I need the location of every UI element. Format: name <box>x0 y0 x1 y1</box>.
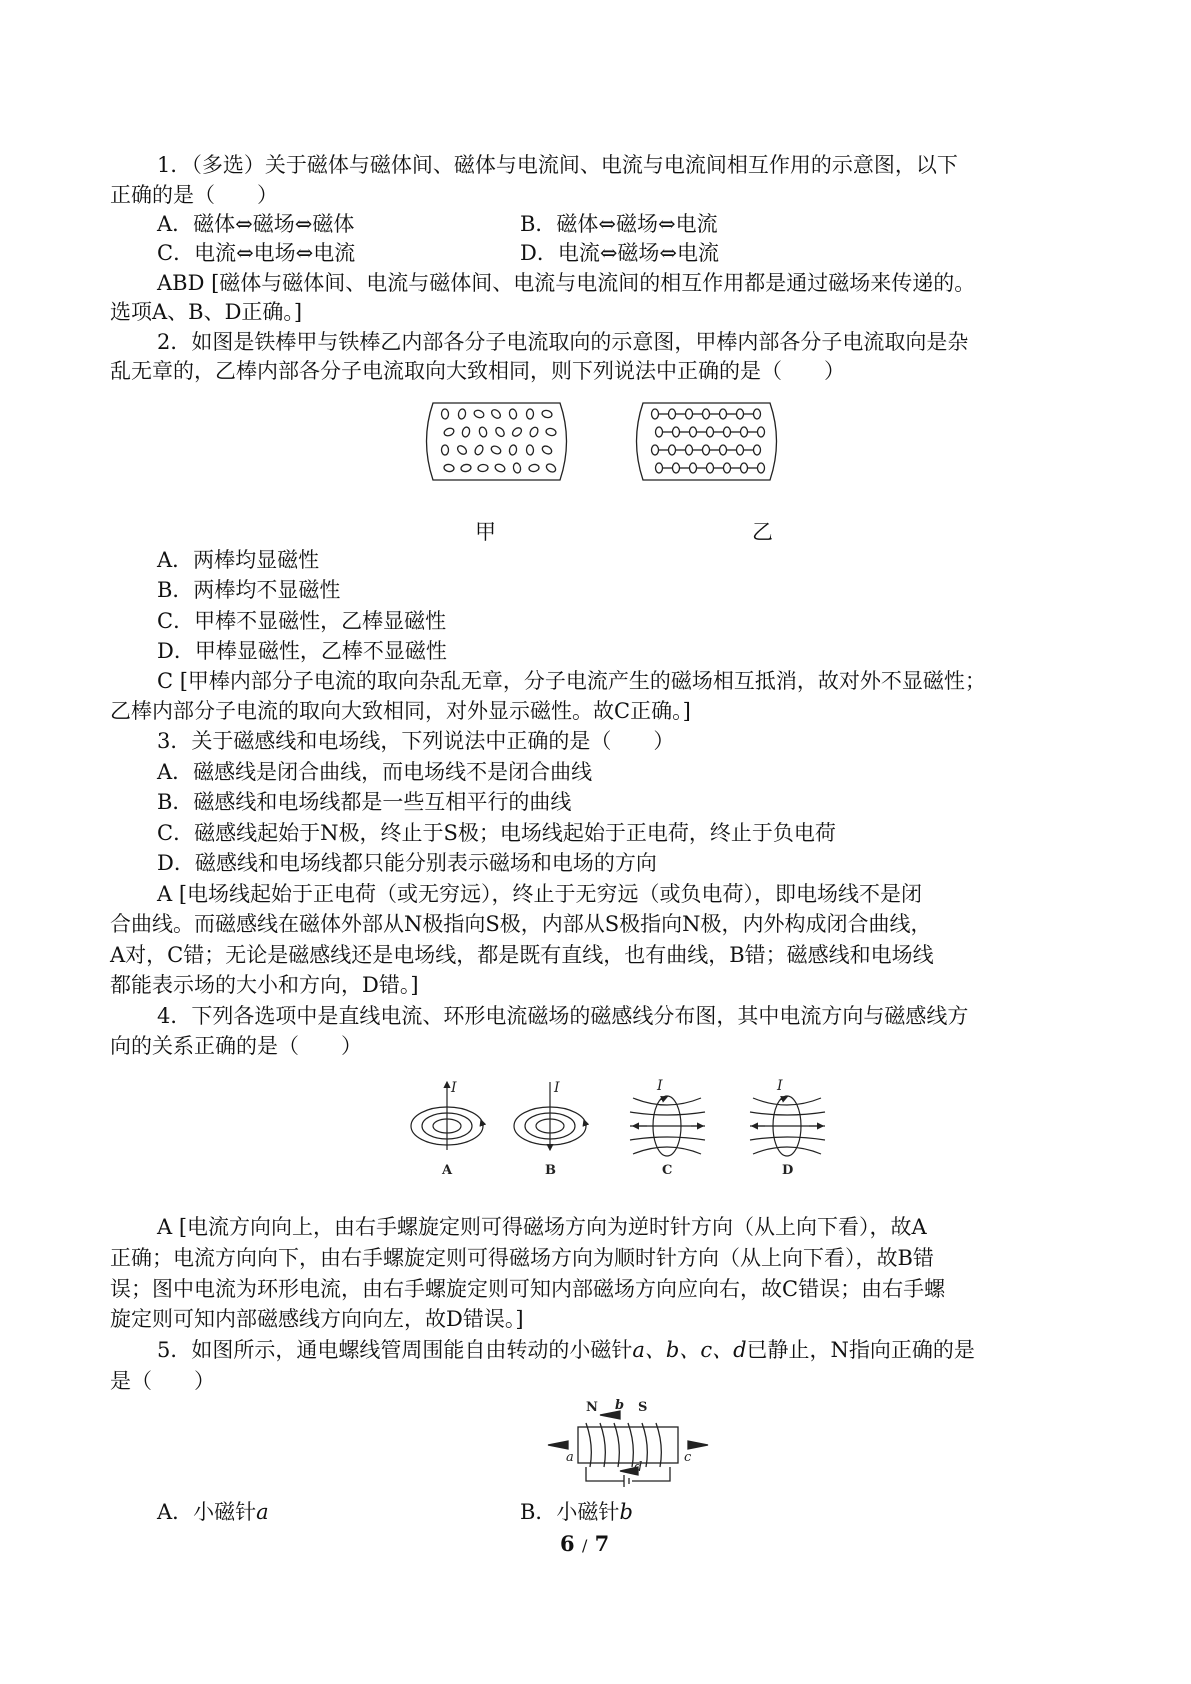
q2-option-d: D．甲棒显磁性，乙棒不显磁性 <box>157 639 447 663</box>
current-loop <box>652 445 659 455</box>
aligned-current-loops <box>652 409 765 473</box>
current-loop <box>737 409 744 419</box>
current-loop <box>703 409 710 419</box>
q5-option-b-text: B．小磁针 <box>520 1500 620 1524</box>
current-loop <box>686 409 693 419</box>
field-lines-figure <box>405 1068 835 1178</box>
q5-option-a-var: a <box>256 1500 269 1524</box>
q1-stem-line2: 正确的是（ ） <box>110 183 278 207</box>
current-loop <box>741 427 748 437</box>
current-loop <box>509 444 518 455</box>
label-c: c <box>684 1450 692 1465</box>
q1-option-b: B．磁体⇔磁场⇔电流 <box>520 212 718 236</box>
current-loop <box>758 427 765 437</box>
label-n: N <box>586 1400 598 1415</box>
q2-answer-line1: C [甲棒内部分子电流的取向杂乱无章，分子电流产生的磁场相互抵消，故对外不显磁性； <box>157 669 986 693</box>
q1-option-d: D．电流⇔磁场⇔电流 <box>520 241 720 265</box>
current-loop <box>456 444 468 456</box>
current-loop <box>458 408 467 419</box>
current-loop <box>478 426 488 438</box>
current-loop <box>707 463 714 473</box>
current-loop <box>461 426 470 438</box>
q3-option-a: A．磁感线是闭合曲线，而电场线不是闭合曲线 <box>157 760 593 784</box>
q5-option-b <box>520 1497 633 1527</box>
current-loop <box>545 427 556 436</box>
q5-stem-line1 <box>157 1335 975 1365</box>
q5-stem-line2: 是（ ） <box>110 1369 215 1393</box>
q5-option-a <box>157 1497 269 1527</box>
iron-bar-yi <box>637 403 777 480</box>
current-loop <box>490 445 502 456</box>
q2-option-c: C．甲棒不显磁性，乙棒显磁性 <box>157 609 447 633</box>
q3-answer-line2: 合曲线。而磁感线在磁体外部从N极指向S极，内部从S极指向N极，内外构成闭合曲线， <box>110 912 932 936</box>
compass-needle-c <box>688 1441 708 1449</box>
diagram-c <box>630 1078 705 1178</box>
current-loop <box>758 463 765 473</box>
q1-option-a: A．磁体⇔磁场⇔磁体 <box>157 212 355 236</box>
current-label-a: I <box>451 1080 457 1096</box>
current-loop <box>441 445 448 455</box>
current-loop <box>443 427 455 437</box>
q1-option-c: C．电流⇔电场⇔电流 <box>157 241 356 265</box>
current-loop <box>526 445 534 455</box>
current-label-d: I <box>777 1078 783 1094</box>
solenoid-core <box>578 1427 678 1463</box>
q3-answer-line1: A [电场线起始于正电荷（或无穷远），终止于无穷远（或负电荷），即电场线不是闭 <box>157 882 923 906</box>
current-label-c: I <box>657 1078 663 1094</box>
q3-option-c: C．磁感线起始于N极，终止于S极；电场线起始于正电荷，终止于负电荷 <box>157 821 836 845</box>
label-b: b <box>615 1398 625 1413</box>
q3-stem: 3．关于磁感线和电场线，下列说法中正确的是（ ） <box>157 729 675 753</box>
current-loop <box>673 427 680 437</box>
current-loop <box>690 463 697 473</box>
q4-stem-line1: 4．下列各选项中是直线电流、环形电流磁场的磁感线分布图，其中电流方向与磁感线方 <box>157 1004 969 1028</box>
iron-bar-jia <box>427 403 567 480</box>
current-loop <box>707 427 714 437</box>
diagram-b <box>514 1080 586 1178</box>
current-loop <box>673 463 680 473</box>
q1-answer-line2: 选项A、B、D正确。] <box>110 300 303 324</box>
diagram-label-a: A <box>442 1163 453 1178</box>
current-loop <box>513 462 522 473</box>
current-loop <box>494 426 506 438</box>
current-loop <box>690 427 697 437</box>
q4-stem-line2: 向的关系正确的是（ ） <box>110 1034 362 1058</box>
q4-answer-line3: 误；图中电流为环形电流，由右手螺旋定则可知内部磁场方向应向右，故C错误；由右手螺 <box>110 1277 946 1301</box>
current-loop <box>509 408 518 419</box>
page-separator: / <box>581 1536 588 1555</box>
current-loop <box>444 464 455 472</box>
current-loop <box>511 426 523 438</box>
q4-answer-line1: A [电流方向向上，由右手螺旋定则可得磁场方向为逆时针方向（从上向下看），故A <box>157 1215 927 1239</box>
current-loop <box>529 464 540 472</box>
current-loop <box>473 409 485 419</box>
current-loop <box>737 445 744 455</box>
current-loop <box>754 409 761 419</box>
current-loop <box>460 464 471 473</box>
q5-option-b-var: b <box>619 1500 633 1524</box>
page-total: 7 <box>594 1531 610 1556</box>
label-a: a <box>566 1450 574 1465</box>
q3-answer-line4: 都能表示场的大小和方向，D错。] <box>110 973 419 997</box>
current-loop <box>724 463 731 473</box>
q2-stem-line1: 2．如图是铁棒甲与铁棒乙内部各分子电流取向的示意图，甲棒内部各分子电流取向是杂 <box>157 330 969 354</box>
diagram-label-c: C <box>662 1163 673 1178</box>
current-loop <box>473 444 484 456</box>
current-loop <box>669 409 676 419</box>
q4-answer-line4: 旋定则可知内部磁感线方向向左，故D错误。] <box>110 1307 524 1331</box>
diagram-label-d: D <box>782 1163 794 1178</box>
q2-option-b: B．两棒均不显磁性 <box>157 578 341 602</box>
current-loop <box>541 409 552 418</box>
fig-label-yi: 乙 <box>752 520 773 544</box>
page-current: 6 <box>560 1531 575 1556</box>
diagram-label-b: B <box>545 1163 556 1178</box>
q1-answer-line1: ABD [磁体与磁体间、电流与磁体间、电流与电流间的相互作用都是通过磁场来传递的。 <box>157 271 976 295</box>
current-loop <box>720 409 727 419</box>
current-loop <box>541 444 553 455</box>
current-loop <box>529 426 540 438</box>
current-label-b: I <box>554 1080 560 1096</box>
q5-option-a-text: A．小磁针 <box>157 1500 257 1524</box>
current-loop <box>724 427 731 437</box>
label-s: S <box>638 1400 648 1415</box>
random-current-loops <box>441 408 557 474</box>
solenoid-coil <box>586 1423 661 1467</box>
q5-stem-pre: 5．如图所示，通电螺线管周围能自由转动的小磁针 <box>157 1338 633 1362</box>
current-loop <box>703 445 710 455</box>
current-loop <box>656 463 663 473</box>
q5-stem-vars: a、b、c、d <box>632 1338 747 1362</box>
current-loop <box>652 409 659 419</box>
circuit-wire-left <box>586 1467 624 1481</box>
current-loop <box>490 408 502 420</box>
solenoid-figure <box>528 1397 728 1487</box>
q3-answer-line3: A对，C错；无论是磁感线还是电场线，都是既有直线，也有曲线，B错；磁感线和电场线 <box>110 943 934 967</box>
q1-stem-line1: 1．（多选）关于磁体与磁体间、磁体与电流间、电流与电流间相互作用的示意图，以下 <box>157 153 958 177</box>
diagram-a <box>411 1080 483 1178</box>
current-loop <box>441 409 448 419</box>
q2-option-a: A．两棒均显磁性 <box>157 548 320 572</box>
page-number <box>560 1531 609 1556</box>
q4-answer-line2: 正确；电流方向向下，由右手螺旋定则可得磁场方向为顺时针方向（从上向下看），故B错 <box>110 1246 934 1270</box>
current-loop <box>494 463 506 473</box>
molecular-current-figure <box>415 398 815 508</box>
diagram-d <box>750 1078 825 1178</box>
current-loop <box>720 445 727 455</box>
current-loop <box>741 463 748 473</box>
q2-answer-line2: 乙棒内部分子电流的取向大致相同，对外显示磁性。故C正确。] <box>110 699 691 723</box>
q5-stem-post: 已静止，N指向正确的是 <box>746 1338 975 1362</box>
q3-option-b: B．磁感线和电场线都是一些互相平行的曲线 <box>157 790 572 814</box>
fig-label-jia: 甲 <box>475 520 496 544</box>
q2-stem-line2: 乱无章的，乙棒内部各分子电流取向大致相同，则下列说法中正确的是（ ） <box>110 359 845 383</box>
label-d: d <box>634 1460 643 1475</box>
current-loop <box>686 445 693 455</box>
compass-needle-a <box>548 1441 568 1449</box>
current-loop <box>545 462 557 473</box>
q3-option-d: D．磁感线和电场线都只能分别表示磁场和电场的方向 <box>157 851 657 875</box>
current-loop <box>754 445 761 455</box>
current-loop <box>656 427 663 437</box>
current-loop <box>669 445 676 455</box>
current-loop <box>478 464 489 472</box>
current-loop <box>526 409 533 419</box>
